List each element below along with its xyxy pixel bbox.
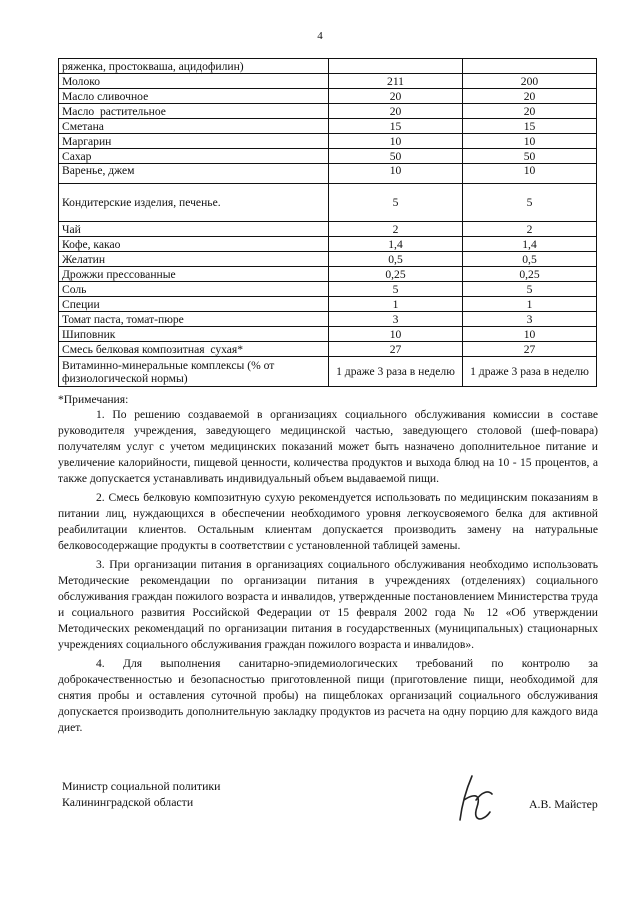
- handwritten-signature: [442, 770, 502, 830]
- table-row: [59, 252, 597, 267]
- product-name: Смесь белковая композитная сухая*: [59, 342, 329, 357]
- note-paragraph: 4. Для выполнения санитарно-эпидемиологических требований по контролю за доброкачественностью и безопасностью приготовленной пищи (приготовление пищи, необходимой для снятия пробы и оставления суточной пробы) на пищеблоках организаций социального обслуживания допускается производить дополнительную закладку продуктов из расчета на одну порцию для каждого вида диет.: [58, 657, 598, 734]
- table-row: [59, 119, 597, 134]
- position-line-1: Министр социальной политики: [62, 779, 221, 793]
- value-col-2: 15: [463, 119, 597, 134]
- position-line-2: Калининградской области: [62, 795, 194, 809]
- product-name: Масло сливочное: [59, 89, 329, 104]
- table-row: [59, 59, 597, 74]
- value-col-1: 0,25: [329, 267, 463, 282]
- food-norms-table: [58, 58, 597, 387]
- table-row: [59, 237, 597, 252]
- product-name: Масло растительное: [59, 104, 329, 119]
- value-col-2: 10: [463, 164, 597, 184]
- product-name: Кондитерские изделия, печенье.: [59, 184, 329, 222]
- value-col-1: 1,4: [329, 237, 463, 252]
- value-col-1: 211: [329, 74, 463, 89]
- value-col-2: 3: [463, 312, 597, 327]
- table-row: [59, 342, 597, 357]
- value-col-1: 10: [329, 164, 463, 184]
- value-col-2: 50: [463, 149, 597, 164]
- product-name: ряженка, простокваша, ацидофилин): [59, 59, 329, 74]
- value-col-1: 1: [329, 297, 463, 312]
- value-col-2: 20: [463, 104, 597, 119]
- page-number: 4: [317, 30, 323, 42]
- value-col-1: 5: [329, 184, 463, 222]
- value-col-2: 200: [463, 74, 597, 89]
- value-col-2: 1 драже 3 раза в неделю: [463, 357, 597, 387]
- table-row: [59, 282, 597, 297]
- table-row: [59, 327, 597, 342]
- value-col-1: 20: [329, 104, 463, 119]
- table-row: [59, 267, 597, 282]
- value-col-2: 10: [463, 134, 597, 149]
- notes-section: [58, 407, 598, 739]
- table-row: [59, 149, 597, 164]
- product-name: Томат паста, томат-пюре: [59, 312, 329, 327]
- signatory-position: [62, 778, 220, 810]
- product-name: Дрожжи прессованные: [59, 267, 329, 282]
- table-row: [59, 74, 597, 89]
- value-col-1: 5: [329, 282, 463, 297]
- product-name: Варенье, джем: [59, 164, 329, 184]
- table-row: [59, 104, 597, 119]
- value-col-2: 5: [463, 184, 597, 222]
- value-col-1: 3: [329, 312, 463, 327]
- product-name: Кофе, какао: [59, 237, 329, 252]
- value-col-1: 2: [329, 222, 463, 237]
- product-name: Специи: [59, 297, 329, 312]
- value-col-2: [463, 59, 597, 74]
- product-name: Сметана: [59, 119, 329, 134]
- table-row: [59, 164, 597, 184]
- value-col-1: 0,5: [329, 252, 463, 267]
- note-paragraph: 3. При организации питания в организациях социального обслуживания необходимо использовать Методические рекомендации по организации питания в учреждениях (отделениях) социального обслуживания граждан пожилого возраста и инвалидов, утвержденные постановлением Министерства труда и социального развития Российской Федерации от 15 февраля 2002 года № 12 «Об утверждении Методических рекомендаций по организации питания в государственных (муниципальных) стационарных учреждениях социального обслуживания граждан пожилого возраста и инвалидов».: [58, 558, 598, 651]
- table-row: [59, 89, 597, 104]
- product-name: Соль: [59, 282, 329, 297]
- product-name: Сахар: [59, 149, 329, 164]
- note-paragraph: 1. По решению создаваемой в организациях социального обслуживания комиссии в составе руководителя учреждения, заведующего медицинской частью, заведующего столовой (шеф-повара) получателям услуг с учетом медицинских показаний может быть назначено дополнительное питание и увеличение калорийности, пищевой ценности, количества продуктов и выхода блюд на 10 - 15 процентов, а также допускается устанавливать индивидуальный объем выдаваемой пищи.: [58, 408, 598, 485]
- value-col-2: 5: [463, 282, 597, 297]
- table-row: [59, 297, 597, 312]
- value-col-2: 1,4: [463, 237, 597, 252]
- value-col-1: 15: [329, 119, 463, 134]
- product-name: Витаминно-минеральные комплексы (% от физиологической нормы): [59, 357, 329, 387]
- product-name: Маргарин: [59, 134, 329, 149]
- value-col-1: 10: [329, 134, 463, 149]
- signatory-name: А.В. Майстер: [529, 797, 598, 811]
- value-col-2: 0,25: [463, 267, 597, 282]
- value-col-2: 2: [463, 222, 597, 237]
- table-row: [59, 357, 597, 387]
- value-col-1: 27: [329, 342, 463, 357]
- product-name: Чай: [59, 222, 329, 237]
- table-row: [59, 312, 597, 327]
- product-name: Шиповник: [59, 327, 329, 342]
- value-col-1: 50: [329, 149, 463, 164]
- value-col-1: [329, 59, 463, 74]
- value-col-2: 1: [463, 297, 597, 312]
- value-col-1: 1 драже 3 раза в неделю: [329, 357, 463, 387]
- value-col-2: 0,5: [463, 252, 597, 267]
- table-row: [59, 134, 597, 149]
- table-row: [59, 184, 597, 222]
- table-row: [59, 222, 597, 237]
- product-name: Желатин: [59, 252, 329, 267]
- value-col-2: 20: [463, 89, 597, 104]
- note-paragraph: 2. Смесь белковую композитную сухую рекомендуется использовать по медицинским показаниям в питании лиц, нуждающихся в обеспечении необходимого уровня легкоусвояемого белка для активной реабилитации клиентов. Остальным клиентам допускается производить замену на натуральные белковосодержащие продукты в соответствии с установленной таблицей замены.: [58, 491, 598, 552]
- notes-heading: *Примечания:: [58, 393, 129, 406]
- value-col-1: 10: [329, 327, 463, 342]
- value-col-2: 27: [463, 342, 597, 357]
- value-col-1: 20: [329, 89, 463, 104]
- product-name: Молоко: [59, 74, 329, 89]
- value-col-2: 10: [463, 327, 597, 342]
